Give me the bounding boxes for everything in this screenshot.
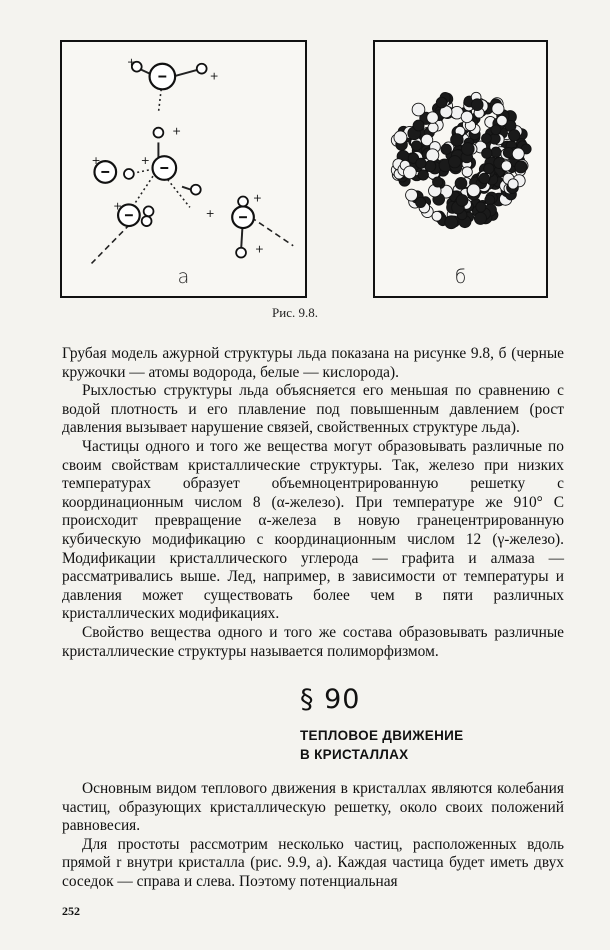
paragraph: Грубая модель ажурной структуры льда показана на рисунке 9.8, б (черные кружочки — атомы водорода, белые — кислорода).	[62, 345, 564, 381]
hydrogen-ball	[413, 120, 424, 131]
oxygen-ball	[428, 123, 438, 133]
paragraph: Частицы одного и того же вещества могут образовывать различные по своим свойствам кристаллические структуры. Так, железо при низких температурах образует объемноцентрированную решетку с координационным числом 8 (α-железо). При температуре же 910° С происходит превращение α-железа в новую гранецентрированную кубическую модификацию с координационным числом 12 (γ-железо). Модификации кристаллического углерода — графита и алмаза — рассматривались выше. Лед, например, в зависимости от температуры и давления может существовать более чем в пяти различных кристаллических модификациях.	[62, 437, 564, 623]
hydrogen-ball	[418, 170, 428, 180]
oxygen-ball	[461, 111, 473, 123]
section-title-line: ТЕПЛОВОЕ ДВИЖЕНИЕ	[300, 728, 464, 743]
charge-label: +	[91, 154, 101, 168]
oxygen-ball	[497, 115, 508, 126]
water-molecule-diagram	[62, 42, 305, 296]
panel-b-label: б	[454, 266, 467, 288]
hydrogen-ball	[484, 163, 494, 173]
oxygen-ball	[404, 166, 417, 179]
hydrogen-atom	[197, 64, 207, 74]
hydrogen-ball	[515, 161, 527, 173]
paragraph: Свойство вещества одного и того же состава образовывать различные кристаллические структуры называется полиморфизмом.	[62, 623, 564, 660]
hydrogen-atom	[153, 128, 163, 138]
oxygen-ball	[492, 103, 504, 115]
hydrogen-ball	[476, 202, 486, 212]
hydrogen-ball	[455, 178, 467, 190]
hydrogen-ball	[416, 158, 426, 168]
page-number: 252	[62, 904, 80, 918]
hydrogen-ball	[482, 134, 492, 144]
hydrogen-atom	[191, 185, 201, 195]
hydrogen-ball	[461, 143, 474, 156]
hydrogen-atom	[144, 206, 154, 216]
oxygen-ball	[427, 112, 439, 124]
text-block-top	[62, 345, 564, 661]
oxygen-ball	[508, 179, 518, 189]
figure-panel-a	[60, 40, 307, 298]
charge-label: +	[254, 242, 264, 256]
section-title	[300, 726, 463, 764]
hydrogen-ball	[445, 216, 458, 229]
figure-panel-b	[373, 40, 548, 298]
oxygen-ball	[426, 149, 439, 162]
hydrogen-ball	[479, 173, 490, 184]
hydrogen-atom	[124, 169, 134, 179]
hydrogen-ball	[449, 156, 461, 168]
hydrogen-atom	[236, 248, 246, 258]
hydrogen-ball	[433, 177, 443, 187]
hydrogen-ball	[456, 195, 468, 207]
charge-label: +	[172, 124, 182, 138]
hydrogen-ball	[451, 134, 464, 147]
charge-label: +	[126, 55, 136, 69]
hydrogen-ball	[474, 212, 486, 224]
hydrogen-ball	[436, 97, 447, 108]
hydrogen-ball	[485, 195, 495, 205]
hydrogen-ball	[471, 99, 483, 111]
paragraph: Для простоты рассмотрим несколько частиц, расположенных вдоль прямой r внутри кристалла (рис. 9.9, а). Каждая частица будет иметь двух соседок — справа и слева. Поэтому потенциальная	[62, 835, 564, 890]
oxygen-ball	[501, 161, 511, 171]
hydrogen-ball	[508, 130, 520, 142]
ice-structure-model	[375, 42, 546, 296]
charge-label: +	[140, 154, 150, 168]
section-number: § 90	[300, 684, 361, 715]
figure-caption: Рис. 9.8.	[272, 305, 318, 320]
charge-label: +	[252, 191, 262, 205]
hydrogen-ball	[491, 147, 501, 157]
oxygen-ball	[432, 211, 442, 221]
oxygen-ball	[462, 167, 472, 177]
hydrogen-ball	[411, 141, 421, 151]
bond-line	[251, 217, 293, 246]
charge-label: +	[113, 199, 123, 213]
section-heading	[300, 684, 463, 764]
paragraph: Рыхлостью структуры льда объясняется его меньшая по сравнению с водой плотность и его плавление под повышенным давлением (рост давления вызывает нарушение связей, свойственных структуре льда).	[62, 382, 564, 437]
charge-label: +	[209, 69, 219, 83]
figure-9-8	[60, 40, 550, 302]
panel-a-label: а	[177, 266, 190, 288]
section-title-line: В КРИСТАЛЛАХ	[300, 747, 409, 762]
oxygen-ball	[467, 184, 480, 197]
text-block-bottom	[62, 780, 564, 892]
hydrogen-ball	[441, 144, 451, 154]
oxygen-ball	[412, 103, 425, 116]
hydrogen-ball	[491, 125, 501, 135]
paragraph: Основным видом теплового движения в кристаллах являются колебания частиц, образующих кристаллическую решетку, около своих положений равновесия.	[62, 780, 564, 835]
hydrogen-atom	[238, 197, 248, 207]
oxygen-ball	[512, 148, 524, 160]
oxygen-ball	[406, 189, 418, 201]
oxygen-ball	[394, 131, 407, 144]
hydrogen-ball	[416, 197, 426, 207]
charge-label: +	[205, 207, 215, 221]
hydrogen-ball	[482, 148, 492, 158]
hydrogen-atom	[142, 216, 152, 226]
